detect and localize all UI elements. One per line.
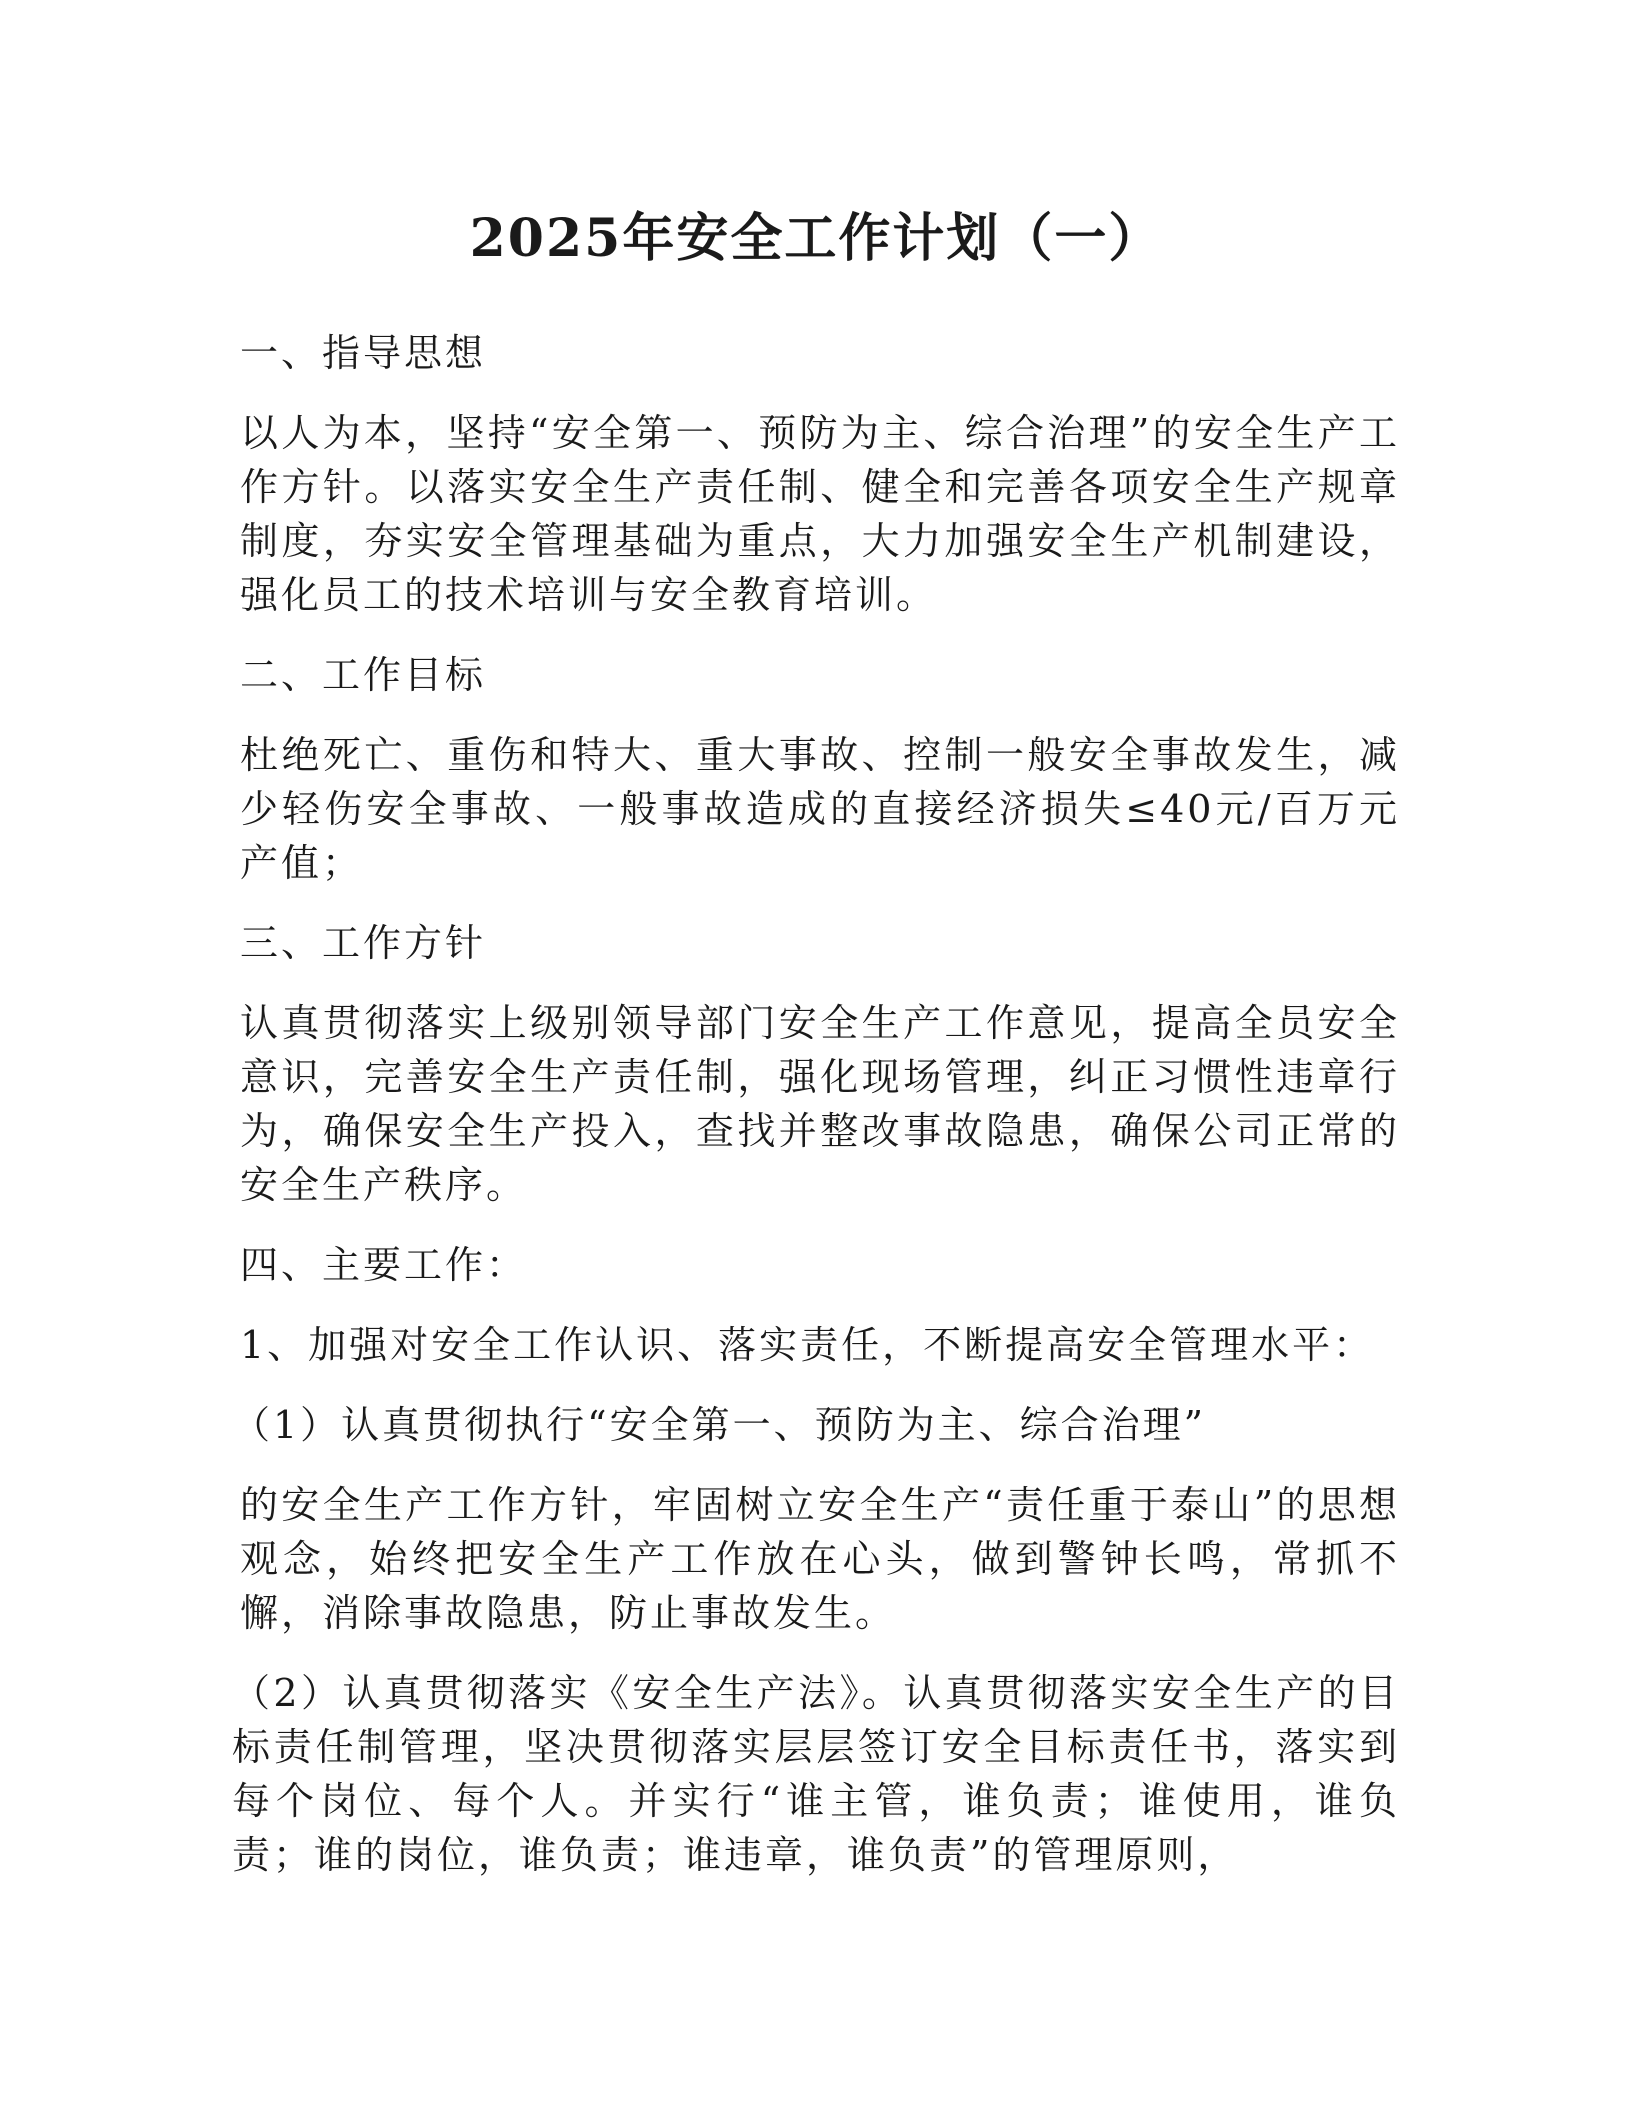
paragraph-work-policy: 认真贯彻落实上级别领导部门安全生产工作意见，提高全员安全意识，完善安全生产责任制，强化现场管理，纠正习惯性违章行为，确保安全生产投入，查找并整改事故隐患，确保公司正常的安全生产秩序。 xyxy=(240,1001,1400,1207)
item-1-2-body: （2）认真贯彻落实《安全生产法》。认真贯彻落实安全生产的目标责任制管理，坚决贯彻落实层层签订安全目标责任书，落实到每个岗位、每个人。并实行“谁主管，谁负责；谁使用，谁负责；谁的岗位，谁负责；谁违章，谁负责”的管理原则， xyxy=(232,1671,1400,1877)
document-title: 2025年安全工作计划（一） xyxy=(469,208,1163,269)
section-heading-work-goals: 二、工作目标 xyxy=(240,653,487,697)
document-body xyxy=(232,326,1400,1908)
item-1-heading: 1、加强对安全工作认识、落实责任，不断提高安全管理水平： xyxy=(240,1323,1375,1367)
paragraph-guiding-ideology: 以人为本，坚持“安全第一、预防为主、综合治理”的安全生产工作方针。以落实安全生产责任制、健全和完善各项安全生产规章制度，夯实安全管理基础为重点，大力加强安全生产机制建设，强化员工的技术培训与安全教育培训。 xyxy=(240,411,1400,617)
section-heading-work-policy: 三、工作方针 xyxy=(240,921,487,965)
paragraph-work-goals: 杜绝死亡、重伤和特大、重大事故、控制一般安全事故发生，减少轻伤安全事故、一般事故造成的直接经济损失≤40元/百万元产值； xyxy=(240,733,1400,885)
section-heading-main-work: 四、主要工作： xyxy=(240,1243,528,1287)
section-heading-guiding-ideology: 一、指导思想 xyxy=(240,331,487,375)
item-1-1-lead: （1）认真贯彻执行“安全第一、预防为主、综合治理” xyxy=(232,1403,1207,1447)
item-1-1-body: 的安全生产工作方针，牢固树立安全生产“责任重于泰山”的思想观念，始终把安全生产工作放在心头，做到警钟长鸣，常抓不懈，消除事故隐患，防止事故发生。 xyxy=(240,1483,1400,1635)
